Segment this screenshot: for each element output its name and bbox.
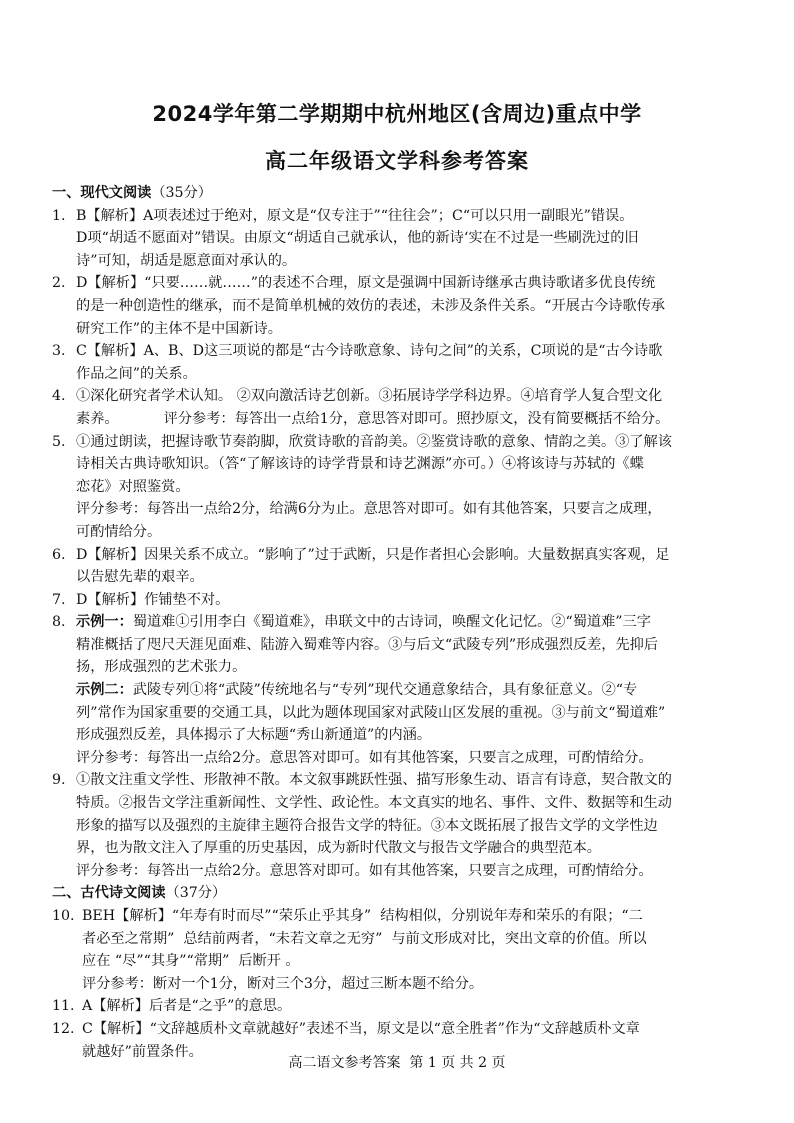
answer-line [76, 679, 752, 702]
item-number: 4. [52, 388, 66, 405]
section-points: （35分） [151, 185, 212, 201]
scoring-note: 可酌情给分。 [76, 523, 162, 540]
document-title: 2024学年第二学期期中杭州地区(含周边)重点中学 [152, 102, 642, 126]
answer-line: 以告慰先辈的艰辛。 [76, 569, 204, 586]
answer-line: 诗相关古典诗歌知识。（答“了解该诗的诗学背景和诗艺渊源”亦可。）④将该诗与苏轼的《蝶 [76, 456, 644, 473]
answer-text: 蜀道难①引用李白《蜀道难》，串联文中的古诗词，唤醒文化记忆。②“蜀道难”三字 [132, 614, 651, 631]
answer-item-4 [52, 385, 752, 430]
answer-item-9 [52, 769, 752, 882]
scoring-note: 评分参考：断对一个1分，断对三个3分，超过三断本题不给分。 [82, 975, 484, 992]
scoring-note: 评分参考：每答出一点给2分。意思答对即可。如有其他答案，只要言之成理，可酌情给分。 [76, 749, 653, 766]
item-number: 12. [52, 1020, 75, 1037]
item-number: 10. [52, 908, 75, 924]
answer-line [76, 611, 752, 634]
page-footer: 高二语文参考答案 第 1 页 共 2 页 [288, 1055, 506, 1071]
example-label: 示例一： [76, 614, 133, 631]
answer-line: C【解析】“文辞越质朴文章就越好”表述不当，原文是以“意全胜者”作为“文辞越质朴文章 [82, 1020, 640, 1037]
section-heading-classical-reading [52, 882, 752, 905]
answer-line: 研究工作”的主体不是中国新诗。 [76, 320, 282, 337]
answer-line: ①深化研究者学术认知。 ②双向激活诗艺创新。③拓展诗学学科边界。④培育学人复合型文化 [76, 388, 663, 405]
section-title: 一、现代文阅读 [52, 185, 152, 201]
item-number: 6. [52, 546, 66, 563]
item-number: 9. [52, 772, 66, 789]
item-number: 7. [52, 591, 66, 608]
answer-line: D【解析】作铺垫不对。 [76, 591, 230, 608]
answer-line: ①通过朗读，把握诗歌节奏韵脚，欣赏诗歌的音韵美。②鉴赏诗歌的意象、情韵之美。③了解该 [76, 433, 672, 450]
example-label: 示例二： [76, 682, 133, 699]
answer-line: 应在 “尽”“其身”“常期” 后断开 。 [82, 953, 300, 970]
item-number: 3. [52, 343, 66, 360]
answer-item-8 [52, 611, 752, 769]
answer-line: 者必至之常期” 总结前两者，“未若文章之无穷” 与前文形成对比，突出文章的价值。所以 [82, 930, 647, 947]
section-heading-modern-reading [52, 182, 752, 205]
answer-text: 武陵专列①将“武陵”传统地名与“专列”现代交通意象结合，具有象征意义。②“专 [132, 682, 638, 699]
answer-line: B【解析】A项表述过于绝对，原文是“仅专注于”“往往会”；C“可以只用一副眼光”错误。 [76, 207, 634, 224]
answer-line: 列”常作为国家重要的交通工具，以此为题体现国家对武陵山区发展的重视。③与前文“蜀道难” [76, 704, 666, 721]
answer-line: A【解析】后者是“之乎”的意思。 [82, 998, 292, 1015]
answer-line: 诗”可知，胡适是愿意面对承认的。 [76, 252, 297, 269]
item-number: 8. [52, 614, 66, 631]
answer-line: 的是一种创造性的继承，而不是简单机械的效仿的表述，未涉及条件关系。“开展古今诗歌传承 [76, 297, 665, 314]
answer-line: 形成强烈反差，具体揭示了大标题“秀山新通道”的内涵。 [76, 727, 432, 744]
answer-line: D【解析】因果关系不成立。“影响了”过于武断，只是作者担心会影响。大量数据真实客观，足 [76, 546, 670, 563]
item-number: 2. [52, 275, 66, 292]
answer-item-5 [52, 431, 752, 544]
answer-line: 就越好”前置条件。 [82, 1043, 203, 1060]
section-title: 二、古代诗文阅读 [52, 885, 166, 902]
answer-item-1 [52, 205, 752, 273]
answer-item-11 [52, 995, 752, 1018]
answer-item-3 [52, 340, 752, 385]
answer-line: 作品之间”的关系。 [76, 365, 197, 382]
answer-item-2 [52, 272, 752, 340]
answer-line: 素养。 评分参考：每答出一点给1分，意思答对即可。照抄原文，没有简要概括不给分。 [76, 410, 670, 427]
answer-content [52, 182, 752, 1063]
item-number: 1. [52, 207, 66, 224]
answer-line: ①散文注重文学性、形散神不散。本文叙事跳跃性强、描写形象生动、语言有诗意，契合散文的 [76, 772, 672, 789]
answer-line: 形象的描写以及强烈的主旋律主题符合报告文学的特征。③本文既拓展了报告文学的文学性边 [76, 817, 658, 834]
answer-line: 扬，形成强烈的艺术张力。 [76, 659, 247, 676]
answer-line: D项“胡适不愿面对”错误。由原文“胡适自己就承认，他的新诗‘实在不过是一些刷洗过的旧 [76, 230, 639, 247]
answer-line: C【解析】A、B、D这三项说的都是“古今诗歌意象、诗句之间”的关系，C项说的是“古今诗歌 [76, 343, 663, 360]
answer-line: 界，也为散文注入了厚重的历史基因，成为新时代散文与报告文学融合的典型范本。 [76, 840, 601, 857]
document-subtitle: 高二年级语文学科参考答案 [265, 149, 529, 173]
answer-item-7 [52, 589, 752, 612]
answer-line: 精准概括了咫尺天涯见面难、陆游入蜀难等内容。③与后文“武陵专列”形成强烈反差，先抑后 [76, 636, 659, 653]
scoring-note: 评分参考：每答出一点给2分。意思答对即可。如有其他答案，只要言之成理，可酌情给分。 [76, 862, 653, 879]
answer-line: D【解析】“只要……就……”的表述不合理，原文是强调中国新诗继承古典诗歌诸多优良传统 [76, 275, 656, 292]
section-points: （37分） [165, 885, 227, 902]
item-number: 11. [52, 998, 75, 1015]
answer-line: 特质。②报告文学注重新闻性、文学性、政论性。本文真实的地名、事件、文件、数据等和生动 [76, 795, 672, 812]
answer-line: 恋花》对照鉴赏。 [76, 478, 190, 495]
answer-item-10 [52, 905, 752, 995]
answer-item-6 [52, 544, 752, 589]
item-number: 5. [52, 433, 66, 450]
scoring-note: 评分参考：每答出一点给2分，给满6分为止。意思答对即可。如有其他答案，只要言之成理， [76, 501, 662, 518]
answer-line: BEH【解析】“年寿有时而尽”“荣乐止乎其身” 结构相似，分别说年寿和荣乐的有限；“二 [82, 908, 643, 924]
